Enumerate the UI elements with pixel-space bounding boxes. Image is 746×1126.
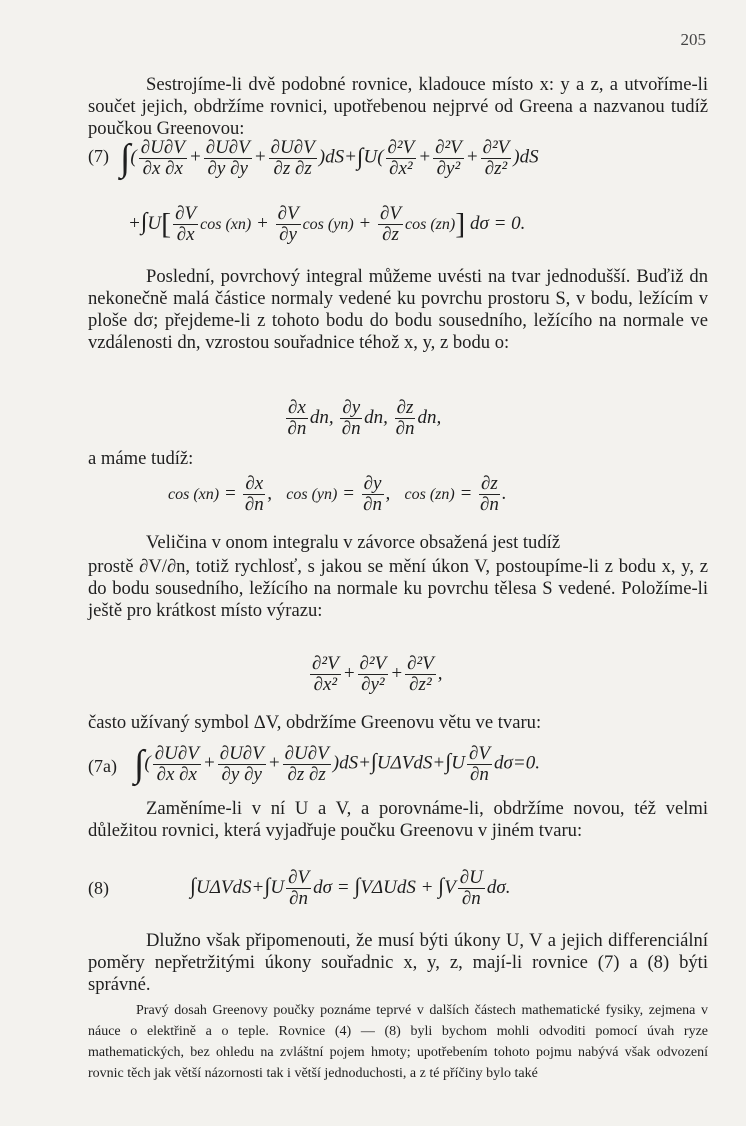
page-number: 205	[680, 30, 706, 49]
equation-dn: $\frac{\partial x}{\partial n}$ dn, $\frac{\partial y}{\partial n}$ dn, $\frac{\partial z}{\partial n}$ dn,	[287, 397, 442, 439]
paragraph-we-have: a máme tudíž:	[88, 448, 194, 469]
equation-7-label: (7)	[88, 146, 109, 166]
paragraph-derivative: prostě ∂V/∂n, totiž rychlosť, s jakou se mění úkon V, postoupíme-li z bodu x, y, z do bodu sousedního, ležícího na normale ku povrchu tělesa S vedené. Položíme-li ještě pro krátkost místo výrazu:	[88, 556, 708, 621]
equation-cos: cos (xn) = $\frac{\partial x}{\partial n}$ , cos (yn) = $\frac{\partial y}{\partial n}$ , cos (zn) = $\frac{\partial z}{\partial n}$ .	[168, 473, 507, 515]
equation-8-label: (8)	[88, 878, 109, 898]
paragraph-magnitude: Veličina v onom integralu v závorce obsažená jest tudíž	[146, 532, 561, 553]
paragraph-continuity: Dlužno však připomenouti, že musí býti úkony U, V a jejich differenciální poměry nepřetržitými úkony souřadnic x, y, z, mají-li rovnice (7) a (8) býti správné.	[88, 930, 708, 995]
equation-7-line2: +∫U[ $\frac{\partial V}{\partial x}$ cos (xn) + $\frac{\partial V}{\partial y}$ cos (yn) + $\frac{\partial V}{\partial z}$ cos (zn)] dσ = 0.	[128, 203, 526, 245]
equation-8: ∫UΔVdS+∫U $\frac{\partial V}{\partial n}$ dσ = ∫VΔUdS + ∫V $\frac{\partial U}{\partial n}$ dσ.	[190, 867, 511, 909]
equation-7-line1: ∫( $\frac{\partial U\partial V}{\partial x \partial x}$ + $\frac{\partial U\partial V}{\partial y \partial y}$ + $\frac{\partial U\partial V}{\partial z \partial z}$ )dS+∫U( $\frac{\text{∂²V}}{\text{∂x²}}$ + $\frac{\text{∂²V}}{\text{∂y²}}$ + $\frac{\text{∂²V}}{\text{∂z²}}$ )dS	[120, 136, 539, 179]
equation-7a: ∫( $\frac{\partial U\partial V}{\partial x \partial x}$ + $\frac{\partial U\partial V}{\partial y \partial y}$ + $\frac{\partial U\partial V}{\partial z \partial z}$ )dS+∫UΔVdS+∫U $\frac{\partial V}{\partial n}$ dσ=0.	[134, 742, 540, 785]
paragraph-intro: Sestrojíme-li dvě podobné rovnice, kladouce místo x: y a z, a utvoříme-li součet jejich, obdržíme rovnici, upotřebenou nejprvé od Greena a nazvanou tudíž poučkou Greenovou:	[88, 74, 708, 139]
equation-7a-label: (7a)	[88, 756, 117, 776]
paragraph-surface-integral: Poslední, povrchový integral můžeme uvésti na tvar jednodušší. Buďiž dn nekonečně malá částice normaly vedené ku povrchu prostoru S, v bodu, ležícím v ploše dσ; přejdeme-li z tohoto bodu do bodu sousedního, ležícího na normale ve vzdálenosti dn, vzrostou souřadnice téhož x, y, z bodu o:	[88, 266, 708, 353]
paragraph-swap: Zaměníme-li v ní U a V, a porovnáme-li, obdržíme novou, též velmi důležitou rovnici, která vyjadřuje poučku Greenovu v jiném tvaru:	[88, 798, 708, 841]
footnote: Pravý dosah Greenovy poučky poznáme teprvé v dalších částech mathematické fysiky, zejmena v náuce o elektřině a o teple. Rovnice (4) — (8) byli bychom mohli odvoditi pomocí úvah ryze mathematických, bez ohledu na zvláštní pojem hmoty; upotřebením tohoto pojmu nabývá však odvození rovnic těch jak větší názornosti tak i větší jednoduchosti, a z té příčiny bylo také	[88, 1003, 708, 1081]
paragraph-symbol: často užívaný symbol ΔV, obdržíme Greenovu větu ve tvaru:	[88, 712, 542, 733]
equation-laplacian: $\frac{\text{∂²V}}{\text{∂x²}}$ + $\frac{\text{∂²V}}{\text{∂y²}}$ + $\frac{\text{∂²V}}{\text{∂z²}}$ ,	[312, 653, 443, 695]
